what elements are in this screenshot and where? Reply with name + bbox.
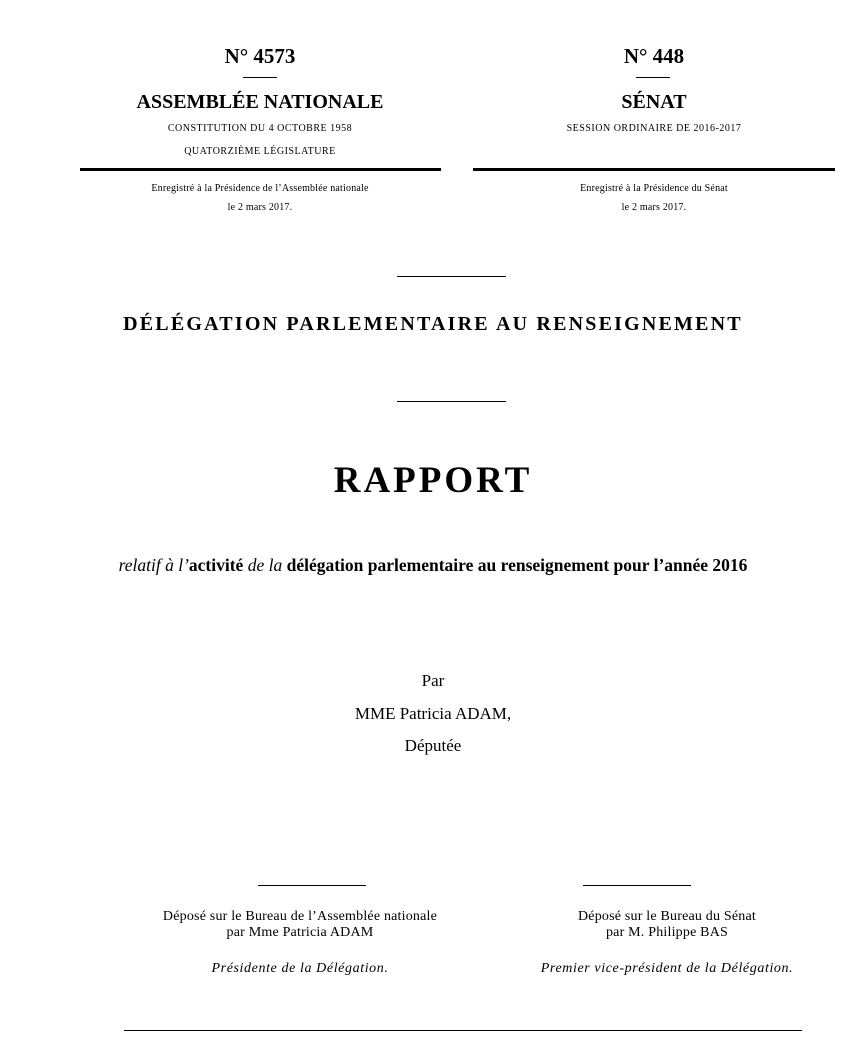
senat-number-rule	[636, 77, 670, 78]
delegation-heading: DÉLÉGATION PARLEMENTAIRE AU RENSEIGNEMENT	[123, 313, 743, 335]
byline-name: MME Patricia ADAM,	[354, 704, 512, 723]
assemblee-thick-rule	[80, 168, 441, 171]
deposit-right-rule	[583, 885, 691, 886]
byline-role: Députée	[404, 736, 462, 755]
assemblee-name: ASSEMBLÉE NATIONALE	[136, 91, 384, 113]
subtitle-part-relatif: relatif à l’	[118, 555, 189, 575]
separator-rule-1	[397, 276, 506, 277]
senat-registered: Enregistré à la Présidence du Sénat	[580, 183, 728, 194]
senat-session: SESSION ORDINAIRE DE 2016-2017	[566, 123, 742, 134]
deposit-left-line2: par Mme Patricia ADAM	[226, 925, 374, 940]
deposit-left-rule	[258, 885, 366, 886]
senat-date: le 2 mars 2017.	[621, 202, 687, 213]
report-subtitle	[0, 553, 866, 577]
deposit-right-role: Premier vice-président de la Délégation.	[540, 961, 794, 976]
senat-number: N° 448	[623, 44, 685, 68]
assemblee-number: N° 4573	[224, 44, 296, 68]
subtitle-part-activite: activité	[188, 555, 244, 575]
deposit-left-line1: Déposé sur le Bureau de l’Assemblée nationale	[162, 909, 438, 924]
separator-rule-2	[397, 401, 506, 402]
senat-name: SÉNAT	[621, 91, 687, 113]
senat-thick-rule	[473, 168, 835, 171]
report-title: RAPPORT	[333, 460, 533, 501]
assemblee-date: le 2 mars 2017.	[227, 202, 293, 213]
assemblee-number-rule	[243, 77, 277, 78]
deposit-right-line1: Déposé sur le Bureau du Sénat	[577, 909, 757, 924]
assemblee-registered: Enregistré à la Présidence de l’Assemblée nationale	[151, 183, 369, 194]
assemblee-legislature: QUATORZIÈME LÉGISLATURE	[184, 146, 336, 157]
deposit-left-role: Présidente de la Délégation.	[211, 961, 389, 976]
bottom-rule	[124, 1030, 802, 1031]
deposit-right-line2: par M. Philippe BAS	[605, 925, 729, 940]
subtitle-part-de-la: de la	[243, 555, 287, 575]
byline-par: Par	[421, 671, 445, 690]
subtitle-part-delegation: délégation parlementaire au renseignement pour l’année 2016	[286, 555, 748, 575]
assemblee-constitution: CONSTITUTION DU 4 OCTOBRE 1958	[167, 123, 353, 134]
